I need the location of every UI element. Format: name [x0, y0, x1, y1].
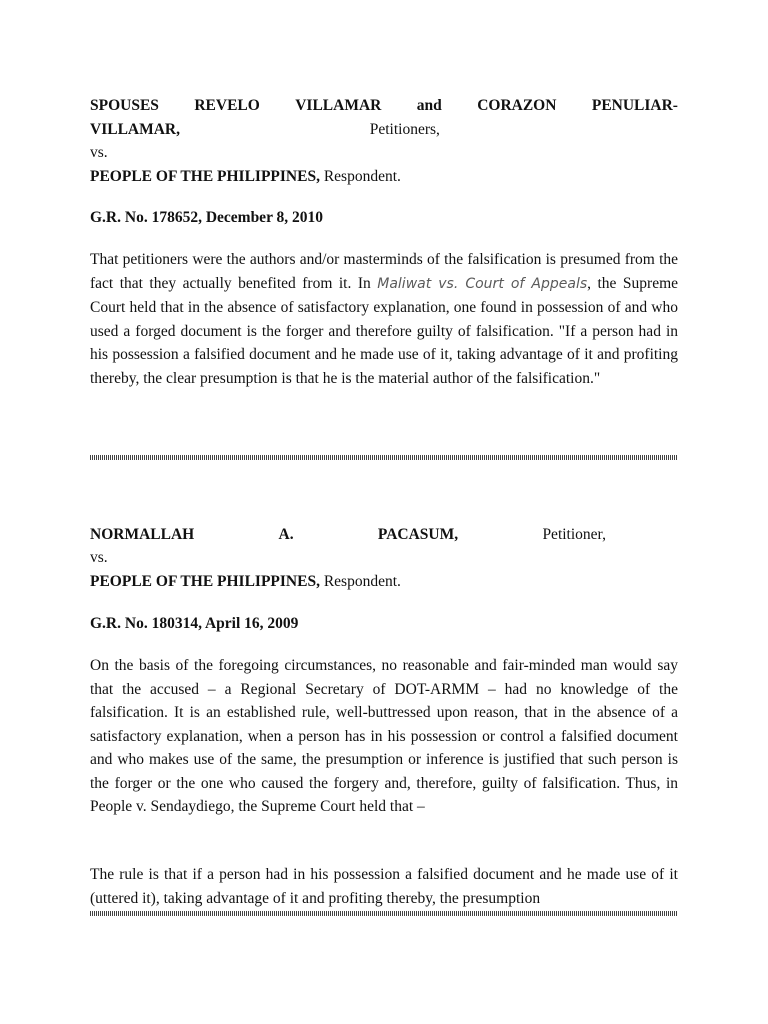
case1-respondent-line [90, 165, 678, 189]
party-role: Petitioner, [542, 526, 606, 543]
respondent-role: Respondent. [319, 167, 401, 185]
party-word: PENULIAR- [591, 97, 678, 114]
case2-caption-rest [90, 546, 678, 593]
case2-gr-number: G.R. No. 180314, April 16, 2009 [90, 615, 299, 632]
case1-party-line2 [90, 118, 678, 142]
respondent-name: PEOPLE OF THE PHILIPPINES, [90, 167, 320, 185]
case2-paragraph-1: On the basis of the foregoing circumstances, no reasonable and fair-minded man would say that the accused – a Regional Secretary of DOT-ARMM – had no knowledge of the falsification. It is an established rule, well-buttressed upon reason, that in the absence of a satisfactory explanation, when a person has in his possession or control a falsified document and who makes use of the same, the presumption or inference is justified that such person is the forger or the one who caused the forgery and, therefore, guilty of falsification. Thus, in People v. Sendaydiego, the Supreme Court held that – [90, 657, 678, 815]
party-role: Petitioners, [369, 120, 440, 138]
party-word: and [416, 97, 442, 114]
respondent-name: PEOPLE OF THE PHILIPPINES, [90, 572, 320, 590]
case1-gr-number: G.R. No. 178652, December 8, 2010 [90, 209, 324, 226]
party-word: REVELO [194, 97, 260, 114]
case2-party-line [90, 523, 606, 547]
case2-paragraph-2: The rule is that if a person had in his possession a falsified document and he made use of it (uttered it), taking advantage of it and profiting thereby, the presumption [90, 866, 678, 907]
party-name: VILLAMAR, [90, 120, 180, 138]
case2-vs: vs. [90, 549, 108, 566]
para-text: That petitioners were the authors and/or masterminds of the falsification is presumed from the fact that they actually benefited from it. In [90, 251, 678, 292]
party-word: A. [278, 526, 294, 543]
respondent-role: Respondent. [319, 572, 401, 590]
case-citation: Maliwat vs. Court of Appeals [377, 275, 588, 292]
section-divider [90, 911, 678, 916]
party-word: NORMALLAH [90, 526, 195, 543]
party-word: CORAZON [477, 97, 557, 114]
party-word: VILLAMAR [295, 97, 382, 114]
case1-party-line1 [90, 94, 678, 118]
case1-paragraph [90, 248, 678, 390]
party-word: PACASUM, [377, 526, 459, 543]
case1-vs: vs. [90, 144, 108, 161]
party-word: SPOUSES [90, 97, 159, 114]
case1-caption [90, 94, 678, 188]
section-divider [90, 455, 678, 460]
case2-respondent-line [90, 570, 678, 594]
case2-caption [90, 523, 606, 547]
para-text: , the Supreme Court held that in the absence of satisfactory explanation, one found in possession of and who used a forged document is the forger and therefore guilty of falsification. "If a person had in his possession a falsified document and he made use of it, taking advantage of it and profiting thereby, the clear presumption is that he is the material author of the falsification." [90, 274, 679, 387]
